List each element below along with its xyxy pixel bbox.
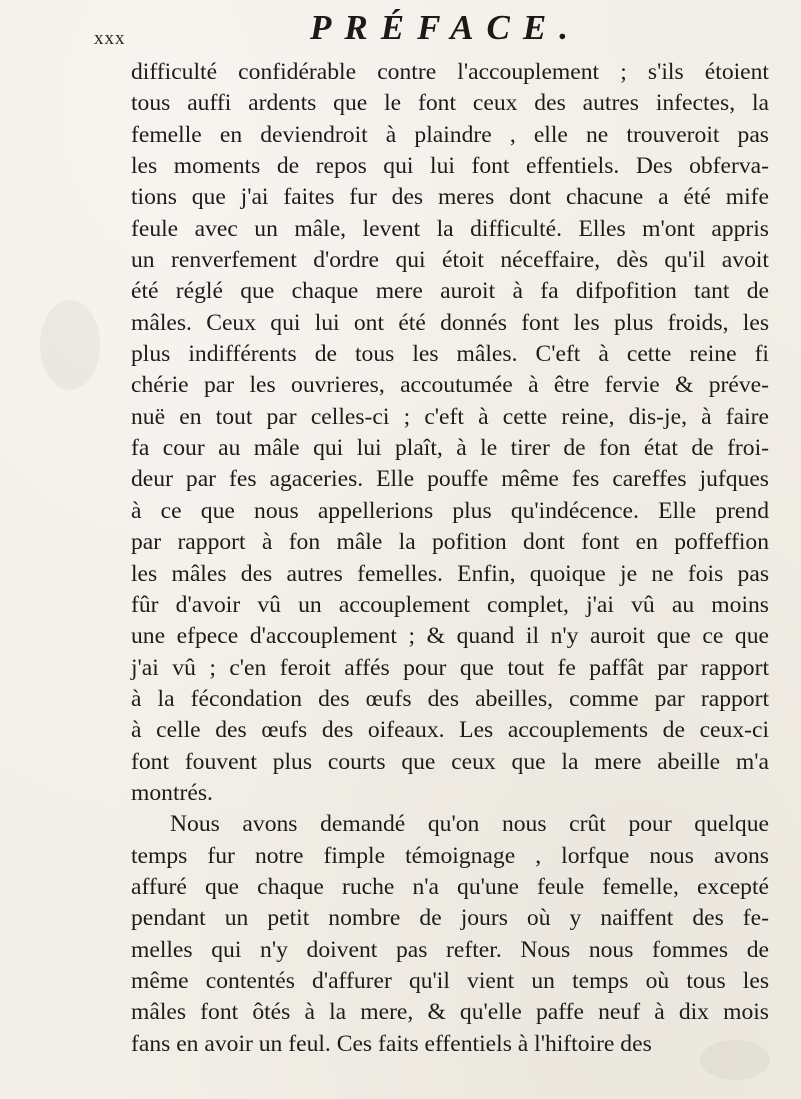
text-line: feule avec un mâle, levent la difficulté. Elles m'ont appris	[131, 215, 769, 242]
text-line: été réglé que chaque mere auroit à fa difpofition tant de	[131, 278, 769, 305]
text-line: par rapport à fon mâle la pofition dont font en poffeffion	[131, 529, 769, 556]
text-line: Nous avons demandé qu'on nous crût pour quelque	[170, 811, 769, 838]
text-line: deur par fes agaceries. Elle pouffe même fes careffes jufques	[131, 466, 769, 493]
text-line: une efpece d'accouplement ; & quand il n'y auroit que ce que	[131, 623, 769, 650]
text-line: tions que j'ai faites fur des meres dont chacune a été mife	[131, 184, 769, 211]
text-line: les mâles des autres femelles. Enfin, quoique je ne fois pas	[131, 560, 769, 587]
paper-stain	[40, 300, 100, 390]
text-line: fans en avoir un feul. Ces faits effentiels à l'hiftoire des	[131, 1030, 652, 1057]
running-title: PRÉFACE.	[310, 8, 581, 47]
text-line: difficulté confidérable contre l'accouplement ; s'ils étoient	[131, 59, 769, 85]
text-line: à celle des œufs des oifeaux. Les accouplements de ceux-ci	[131, 717, 769, 744]
text-line: fûr d'avoir vû un accouplement complet, j'ai vû au moins	[131, 591, 769, 618]
text-line: temps fur notre fimple témoignage , lorfque nous avons	[131, 842, 769, 869]
text-line: un renverfement d'ordre qui étoit néceffaire, dès qu'il avoit	[131, 247, 769, 274]
text-line: affuré que chaque ruche n'a qu'une feule femelle, excepté	[131, 873, 769, 900]
page-number: xxx	[94, 28, 126, 49]
text-line: melles qui n'y doivent pas refter. Nous nous fommes de	[131, 936, 769, 963]
text-line: mâles font ôtés à la mere, & qu'elle paffe neuf à dix mois	[131, 999, 769, 1026]
text-line: fa cour au mâle qui lui plaît, à le tirer de fon état de froi-	[131, 435, 769, 462]
text-line: nuë en tout par celles-ci ; c'eft à cette reine, dis-je, à faire	[131, 403, 769, 430]
text-line: j'ai vû ; c'en feroit affés pour que tout fe paffât par rapport	[131, 654, 769, 681]
text-line: à ce que nous appellerions plus qu'indécence. Elle prend	[131, 497, 769, 524]
text-line: tous auffi ardents que le font ceux des autres infectes, la	[131, 90, 769, 117]
text-line: même contentés d'affurer qu'il vient un temps où tous les	[131, 967, 769, 994]
text-line: chérie par les ouvrieres, accoutumée à être fervie & préve-	[131, 372, 769, 399]
text-line: pendant un petit nombre de jours où y naiffent des fe-	[131, 905, 769, 932]
running-head	[94, 8, 784, 56]
text-line: femelle en deviendroit à plaindre , elle ne trouveroit pas	[131, 121, 769, 148]
body-text	[131, 57, 769, 1060]
text-line: à la fécondation des œufs des abeilles, comme par rapport	[131, 685, 769, 712]
text-line: les moments de repos qui lui font effentiels. Des obferva-	[131, 153, 769, 180]
text-line: montrés.	[131, 779, 213, 806]
text-line: font fouvent plus courts que ceux que la mere abeille m'a	[131, 748, 769, 775]
text-line: plus indifférents de tous les mâles. C'eft à cette reine fi	[131, 341, 769, 368]
text-line: mâles. Ceux qui lui ont été donnés font les plus froids, les	[131, 309, 769, 336]
